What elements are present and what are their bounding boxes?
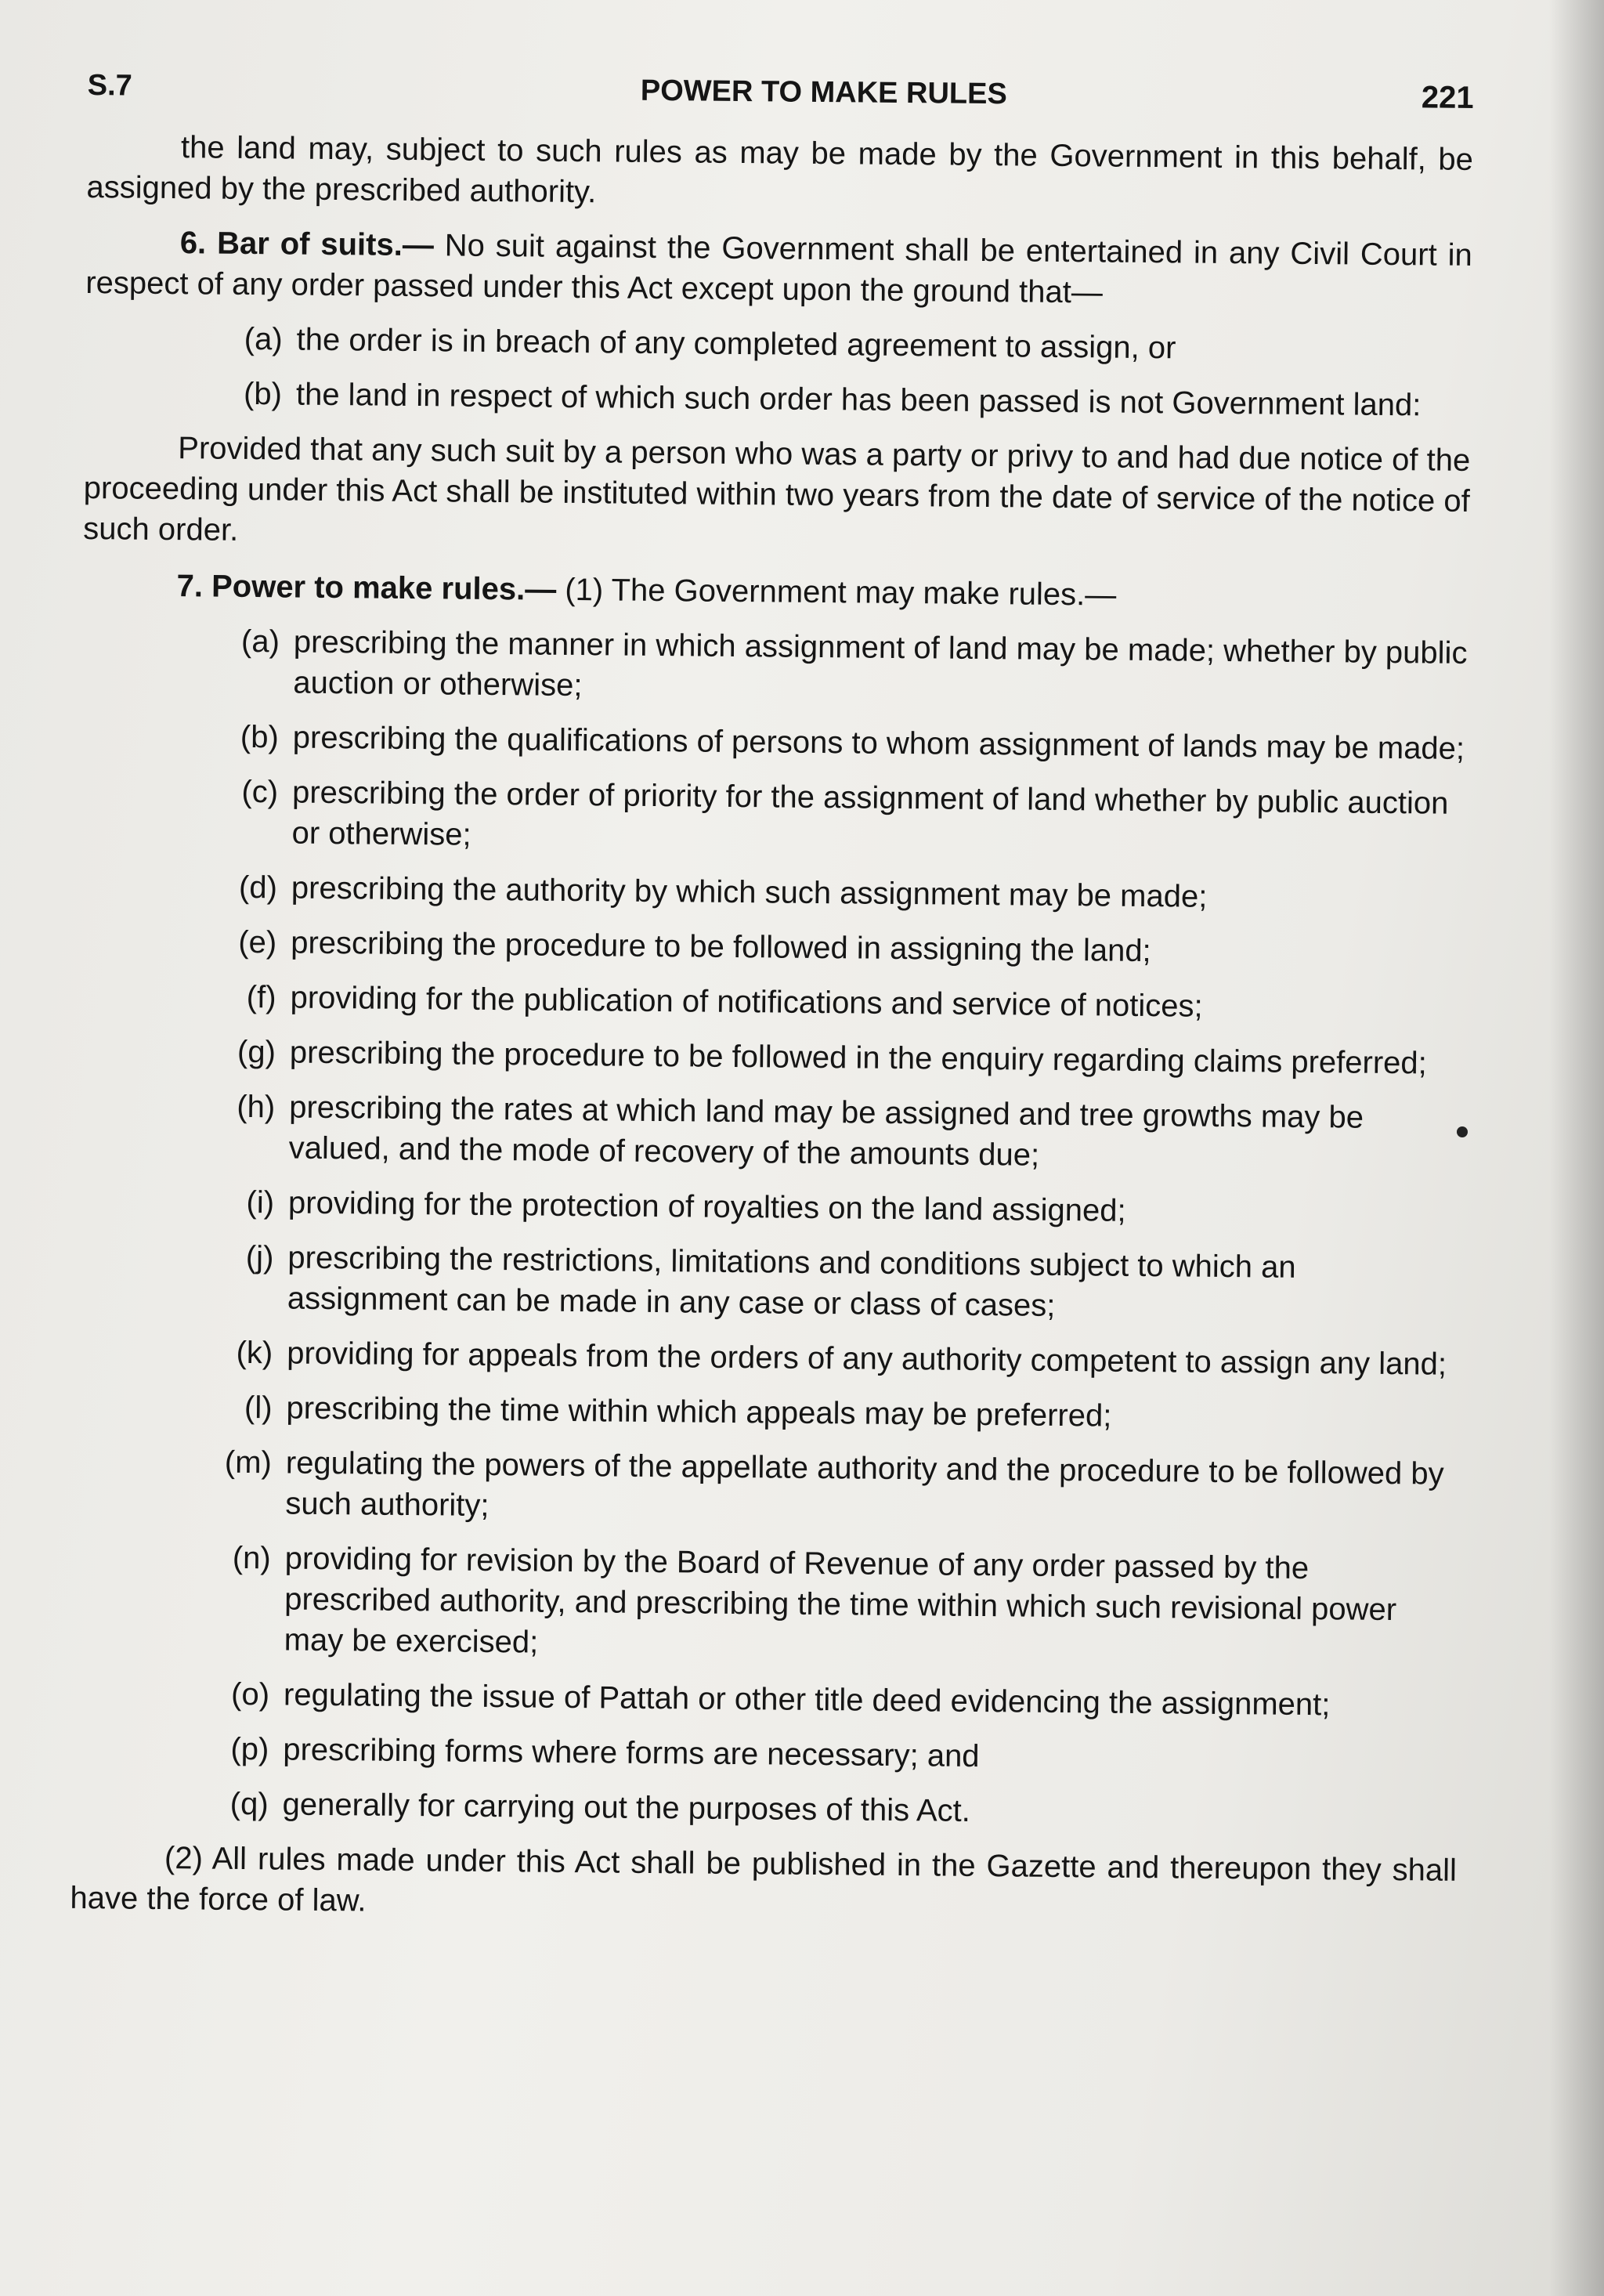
section-7-heading: Power to make rules.— <box>211 569 557 607</box>
clause-label: (m) <box>224 1444 273 1481</box>
clause-label: (g) <box>237 1034 276 1070</box>
clause-item <box>72 1672 1458 1727</box>
clause-item <box>80 866 1466 920</box>
section-6-clauses <box>85 317 1472 426</box>
clause-text: prescribing forms where forms are necessary; and <box>283 1732 980 1774</box>
clause-text: the land in respect of which such order has been passed is not Government land: <box>295 377 1422 423</box>
clause-item <box>85 317 1471 371</box>
clause-label: (f) <box>246 980 276 1015</box>
clause-text: prescribing the authority by which such assignment may be made; <box>291 870 1208 914</box>
clause-text: prescribing the procedure to be followed in assigning the land; <box>291 925 1151 969</box>
clause-text: prescribing the time within which appeals may be preferred; <box>286 1390 1112 1434</box>
clause-item <box>70 1782 1457 1836</box>
clause-item <box>74 1386 1461 1440</box>
section-7-text: (1) The Government may make rules.— <box>565 572 1117 613</box>
intro-paragraph: the land may, subject to such rules as may be made by the Government in this behalf, be assigned by the prescribed authority. <box>86 130 1474 210</box>
clause-text: prescribing the manner in which assignment of land may be made; whether by public auction or otherwise; <box>293 624 1468 703</box>
clause-text: prescribing the rates at which land may be assigned and tree growths may be valued, and the mode of recovery of the amounts due; <box>288 1090 1364 1173</box>
clause-label: (e) <box>238 924 277 960</box>
clause-item <box>81 715 1468 769</box>
clause-label: (n) <box>232 1540 271 1576</box>
clause-item <box>80 770 1467 865</box>
clause-label: (q) <box>229 1786 269 1822</box>
clause-text: regulating the issue of Pattah or other title deed evidencing the assignment; <box>283 1677 1331 1723</box>
clause-label: (i) <box>246 1185 275 1220</box>
clause-label: (b) <box>240 719 279 755</box>
clause-label: (p) <box>230 1731 269 1767</box>
running-header <box>87 64 1473 119</box>
clause-item <box>72 1536 1459 1672</box>
clause-label: (a) <box>240 624 280 660</box>
section-6-heading: Bar of suits.— <box>216 226 435 263</box>
clause-label: (c) <box>241 774 279 810</box>
clause-label: (o) <box>230 1676 270 1712</box>
clause-label: (l) <box>244 1390 273 1426</box>
clause-label: (a) <box>244 321 283 357</box>
clause-item <box>81 620 1469 714</box>
clause-label: (k) <box>236 1335 273 1371</box>
clause-text: providing for the protection of royalties on the land assigned; <box>287 1185 1126 1228</box>
section-7-subsection-2: (2) All rules made under this Act shall be published in the Gazette and thereupon they shall have the force of law. <box>70 1841 1458 1918</box>
clause-text: prescribing the qualifications of persons to whom assignment of lands may be made; <box>292 720 1465 766</box>
section-6-text: No suit against the Government shall be entertained in any Civil Court in respect of any order passed under this Act except upon the ground that— <box>85 228 1472 310</box>
clause-text: prescribing the procedure to be followed in the enquiry regarding claims preferred; <box>289 1035 1427 1081</box>
clause-label: (h) <box>237 1089 276 1125</box>
clause-text: providing for appeals from the orders of any authority competent to assign any land; <box>287 1336 1447 1382</box>
clause-text: prescribing the restrictions, limitations and conditions subject to which an assignment can be made in any case or class of cases; <box>287 1240 1296 1323</box>
page-number: 221 <box>1421 80 1474 115</box>
clause-text: providing for the publication of notifications and service of notices; <box>290 980 1203 1024</box>
clause-text: prescribing the order of priority for the assignment of land whether by public auction or otherwise; <box>291 775 1449 852</box>
clause-label: (d) <box>238 870 278 906</box>
section-7 <box>82 565 1469 619</box>
header-section-ref: S.7 <box>87 68 132 103</box>
clause-item <box>79 920 1465 974</box>
clause-item <box>78 975 1465 1029</box>
section-6-number: 6. <box>179 226 207 261</box>
clause-text: generally for carrying out the purposes of this Act. <box>282 1787 971 1828</box>
clause-item <box>78 1030 1465 1084</box>
header-title: POWER TO MAKE RULES <box>640 74 1008 111</box>
clause-item <box>74 1441 1461 1535</box>
clause-item <box>71 1727 1458 1781</box>
section-7-number: 7. <box>176 569 204 604</box>
clause-label: (b) <box>243 376 283 412</box>
clause-item <box>75 1331 1461 1385</box>
section-6-proviso: Provided that any such suit by a person who was a party or privy to and had due notice of the proceeding under this Act shall be instituted within two years from the date of service of the notice of such order. <box>83 431 1471 548</box>
clause-item <box>77 1181 1463 1235</box>
clause-item <box>85 372 1471 426</box>
clause-label: (j) <box>245 1240 274 1275</box>
clause-item <box>77 1085 1464 1180</box>
section-7-clauses <box>70 620 1469 1836</box>
section-6 <box>85 222 1472 316</box>
clause-text: regulating the powers of the appellate authority and the procedure to be followed by such authority; <box>285 1445 1444 1524</box>
page-content <box>70 64 1474 1932</box>
clause-text: providing for revision by the Board of Revenue of any order passed by the prescribed authority, and prescribing the time within which such revisional power may be exercised; <box>284 1541 1397 1660</box>
page-edge-shadow <box>1549 0 1604 2296</box>
clause-item <box>76 1235 1463 1330</box>
clause-text: the order is in breach of any completed agreement to assign, or <box>296 322 1176 366</box>
